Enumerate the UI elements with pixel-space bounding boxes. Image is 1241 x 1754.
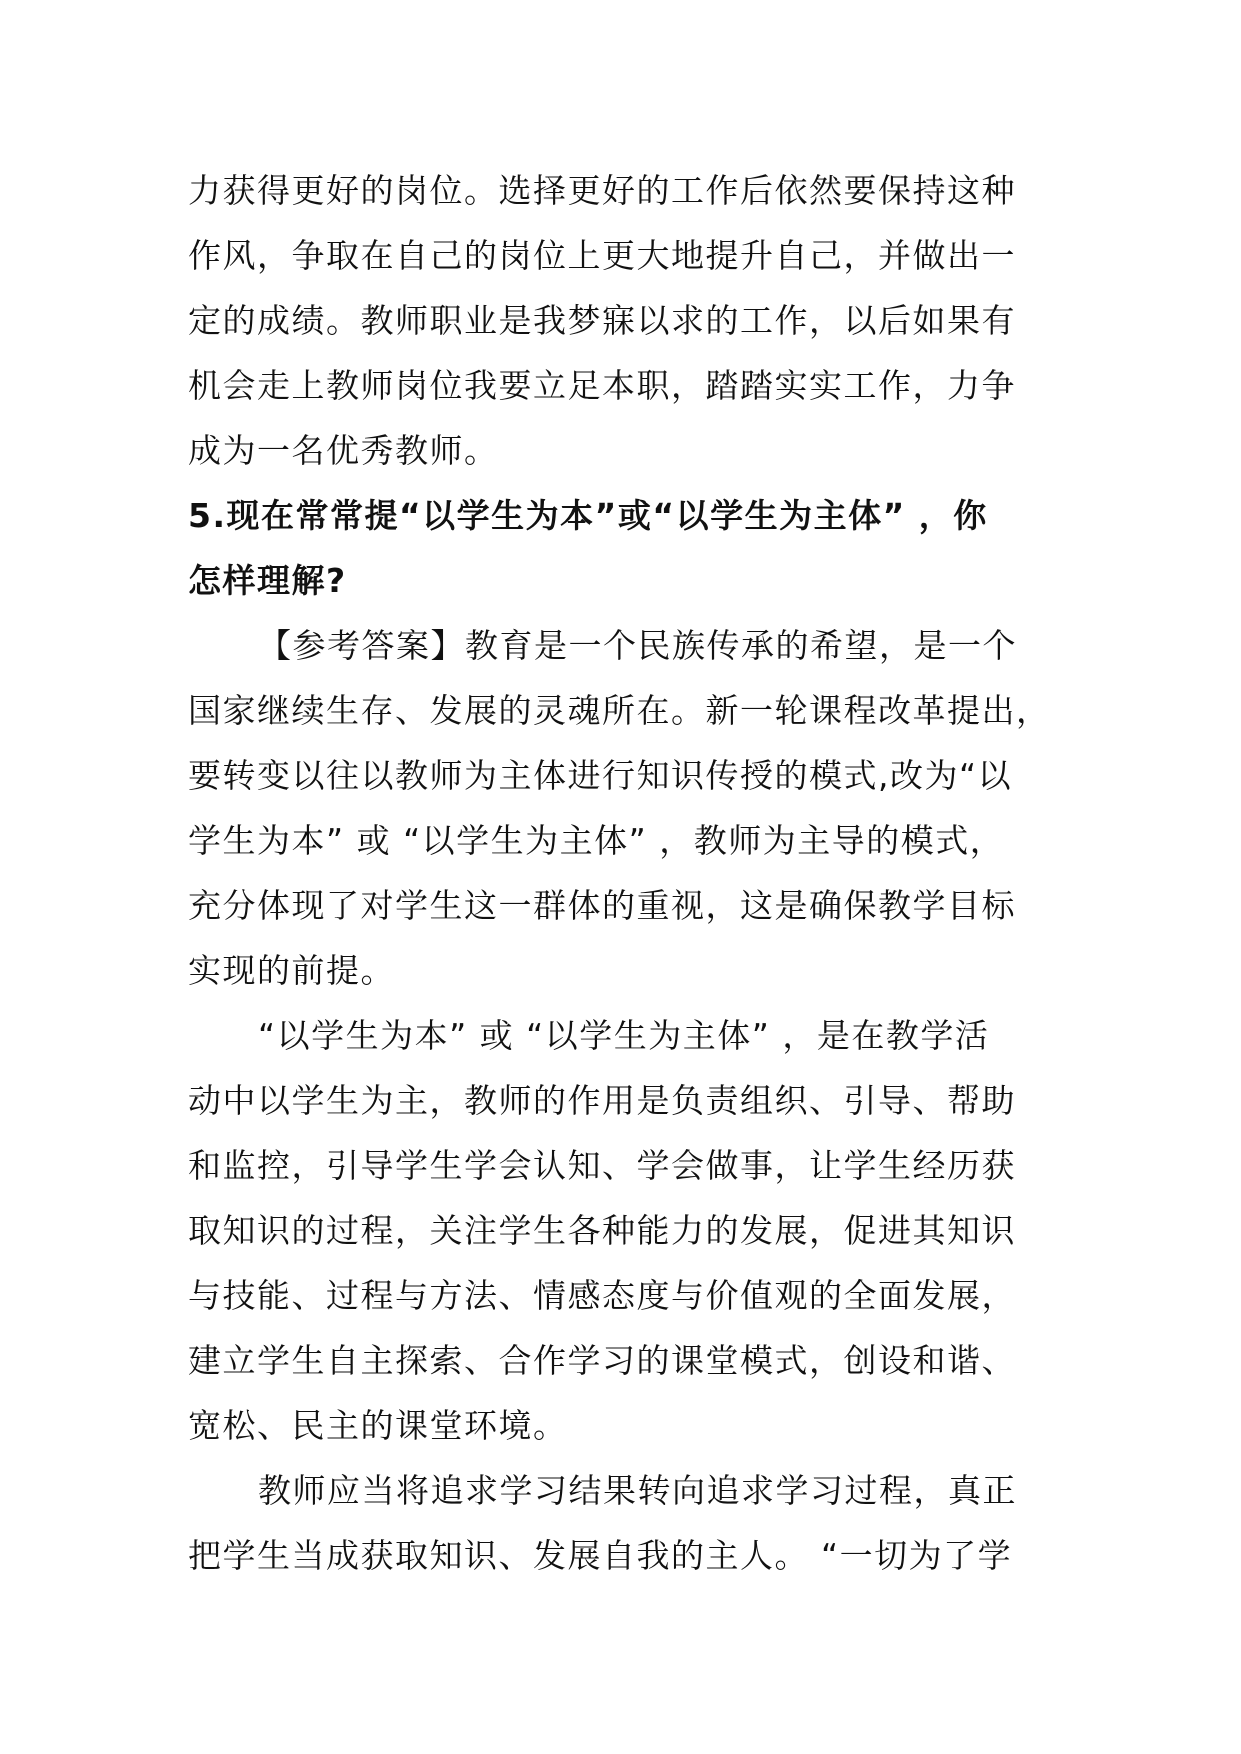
text-line: 把学生当成获取知识、发展自我的主人。 “一切为了学 <box>188 1536 1013 1575</box>
explanation-paragraph <box>188 1003 1068 1458</box>
question-heading <box>188 483 1068 613</box>
paragraph-continuation <box>188 158 1068 483</box>
text-line: 力获得更好的岗位。选择更好的工作后依然要保持这种 <box>188 171 1016 210</box>
text-line: 【参考答案】教育是一个民族传承的希望，是一个 <box>258 626 1017 665</box>
document-page <box>188 158 1068 1588</box>
heading-line: 怎样理解? <box>188 561 347 600</box>
answer-paragraph <box>188 613 1068 1003</box>
text-line: 国家继续生存、发展的灵魂所在。新一轮课程改革提出， <box>188 691 1051 730</box>
text-line: 机会走上教师岗位我要立足本职，踏踏实实工作，力争 <box>188 366 1016 405</box>
text-line: 作风，争取在自己的岗位上更大地提升自己，并做出一 <box>188 236 1016 275</box>
text-line: “以学生为本” 或 “以学生为主体” ，是在教学活 <box>258 1016 990 1055</box>
text-line: 动中以学生为主，教师的作用是负责组织、引导、帮助 <box>188 1081 1016 1120</box>
closing-paragraph <box>188 1458 1068 1588</box>
text-line: 定的成绩。教师职业是我梦寐以求的工作，以后如果有 <box>188 301 1016 340</box>
text-line: 建立学生自主探索、合作学习的课堂模式，创设和谐、 <box>188 1341 1016 1380</box>
text-line: 学生为本” 或 “以学生为主体” ，教师为主导的模式， <box>188 821 1005 860</box>
text-line: 与技能、过程与方法、情感态度与价值观的全面发展， <box>188 1276 1016 1315</box>
text-line: 取知识的过程，关注学生各种能力的发展，促进其知识 <box>188 1211 1016 1250</box>
text-line: 和监控，引导学生学会认知、学会做事，让学生经历获 <box>188 1146 1016 1185</box>
heading-line: 5.现在常常提“以学生为本”或“以学生为主体” ，你 <box>188 496 988 535</box>
text-line: 实现的前提。 <box>188 951 395 990</box>
text-line: 充分体现了对学生这一群体的重视，这是确保教学目标 <box>188 886 1016 925</box>
text-line: 教师应当将追求学习结果转向追求学习过程，真正 <box>258 1471 1017 1510</box>
text-line: 成为一名优秀教师。 <box>188 431 499 470</box>
text-line: 宽松、民主的课堂环境。 <box>188 1406 568 1445</box>
text-line: 要转变以往以教师为主体进行知识传授的模式,改为“以 <box>188 756 1013 795</box>
